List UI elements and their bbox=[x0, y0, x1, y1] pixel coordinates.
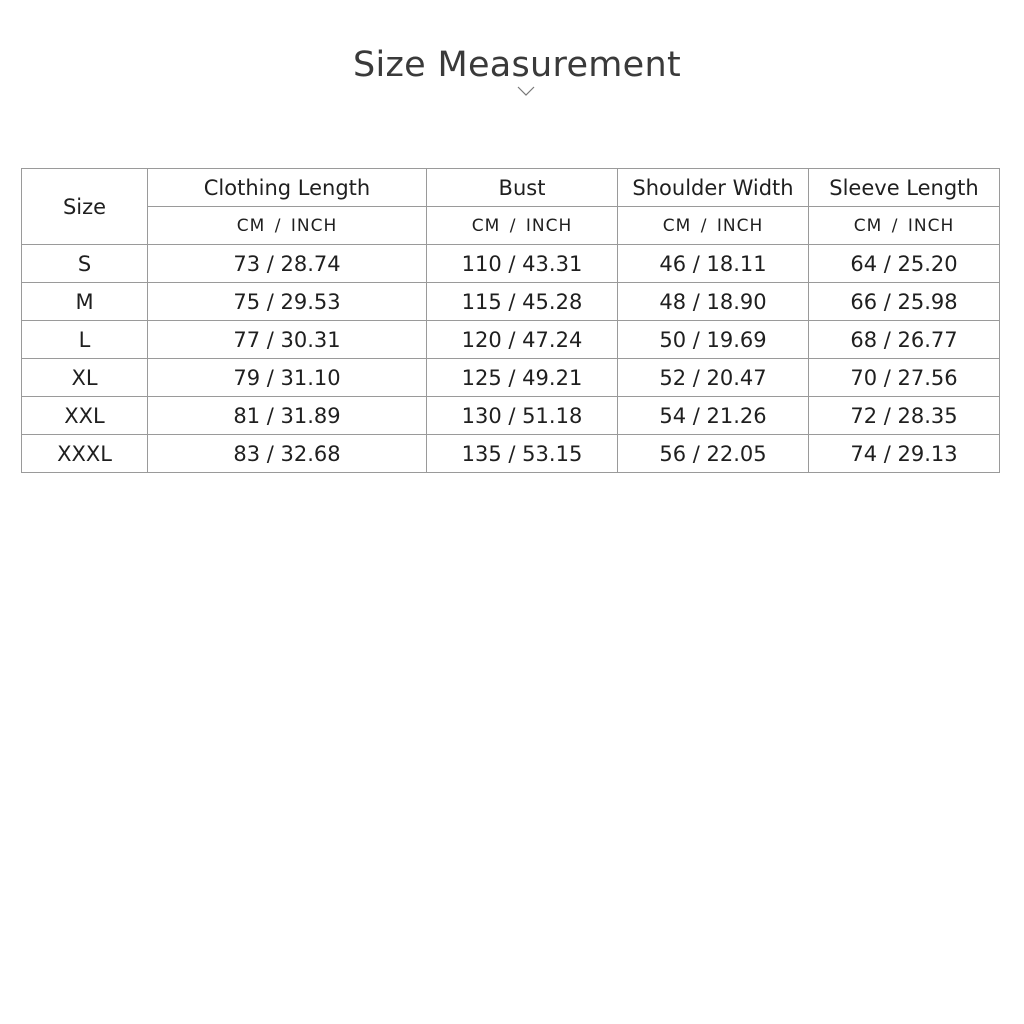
chevron-down-icon bbox=[516, 84, 536, 98]
sleeve-length-cell: 68 / 26.77 bbox=[809, 321, 1000, 359]
clothing-length-cell: 75 / 29.53 bbox=[148, 283, 427, 321]
clothing-length-cell: 73 / 28.74 bbox=[148, 245, 427, 283]
size-cell: XXXL bbox=[22, 435, 148, 473]
clothing-length-cell: 77 / 30.31 bbox=[148, 321, 427, 359]
shoulder-width-cell: 50 / 19.69 bbox=[618, 321, 809, 359]
sleeve-length-cell: 66 / 25.98 bbox=[809, 283, 1000, 321]
unit-header-shoulder-width: CM / INCH bbox=[618, 207, 809, 245]
shoulder-width-cell: 48 / 18.90 bbox=[618, 283, 809, 321]
bust-cell: 135 / 53.15 bbox=[427, 435, 618, 473]
clothing-length-cell: 81 / 31.89 bbox=[148, 397, 427, 435]
table-row bbox=[22, 283, 1000, 321]
sleeve-length-cell: 74 / 29.13 bbox=[809, 435, 1000, 473]
table-row bbox=[22, 435, 1000, 473]
unit-row bbox=[22, 207, 1000, 245]
shoulder-width-cell: 52 / 20.47 bbox=[618, 359, 809, 397]
bust-cell: 130 / 51.18 bbox=[427, 397, 618, 435]
bust-cell: 125 / 49.21 bbox=[427, 359, 618, 397]
column-header-shoulder-width: Shoulder Width bbox=[618, 169, 809, 207]
size-cell: S bbox=[22, 245, 148, 283]
header-row bbox=[22, 169, 1000, 207]
unit-header-bust: CM / INCH bbox=[427, 207, 618, 245]
table-row bbox=[22, 397, 1000, 435]
column-header-bust: Bust bbox=[427, 169, 618, 207]
table-row bbox=[22, 321, 1000, 359]
column-header-sleeve-length: Sleeve Length bbox=[809, 169, 1000, 207]
size-column-header: Size bbox=[22, 169, 148, 245]
shoulder-width-cell: 46 / 18.11 bbox=[618, 245, 809, 283]
size-cell: L bbox=[22, 321, 148, 359]
bust-cell: 120 / 47.24 bbox=[427, 321, 618, 359]
shoulder-width-cell: 56 / 22.05 bbox=[618, 435, 809, 473]
table-row bbox=[22, 359, 1000, 397]
size-cell: XL bbox=[22, 359, 148, 397]
sleeve-length-cell: 70 / 27.56 bbox=[809, 359, 1000, 397]
sleeve-length-cell: 72 / 28.35 bbox=[809, 397, 1000, 435]
sleeve-length-cell: 64 / 25.20 bbox=[809, 245, 1000, 283]
size-cell: XXL bbox=[22, 397, 148, 435]
size-cell: M bbox=[22, 283, 148, 321]
size-table bbox=[21, 168, 1000, 473]
column-header-clothing-length: Clothing Length bbox=[148, 169, 427, 207]
unit-header-clothing-length: CM / INCH bbox=[148, 207, 427, 245]
bust-cell: 110 / 43.31 bbox=[427, 245, 618, 283]
table-row bbox=[22, 245, 1000, 283]
clothing-length-cell: 79 / 31.10 bbox=[148, 359, 427, 397]
bust-cell: 115 / 45.28 bbox=[427, 283, 618, 321]
shoulder-width-cell: 54 / 21.26 bbox=[618, 397, 809, 435]
page-title: Size Measurement bbox=[352, 45, 682, 85]
unit-header-sleeve-length: CM / INCH bbox=[809, 207, 1000, 245]
clothing-length-cell: 83 / 32.68 bbox=[148, 435, 427, 473]
